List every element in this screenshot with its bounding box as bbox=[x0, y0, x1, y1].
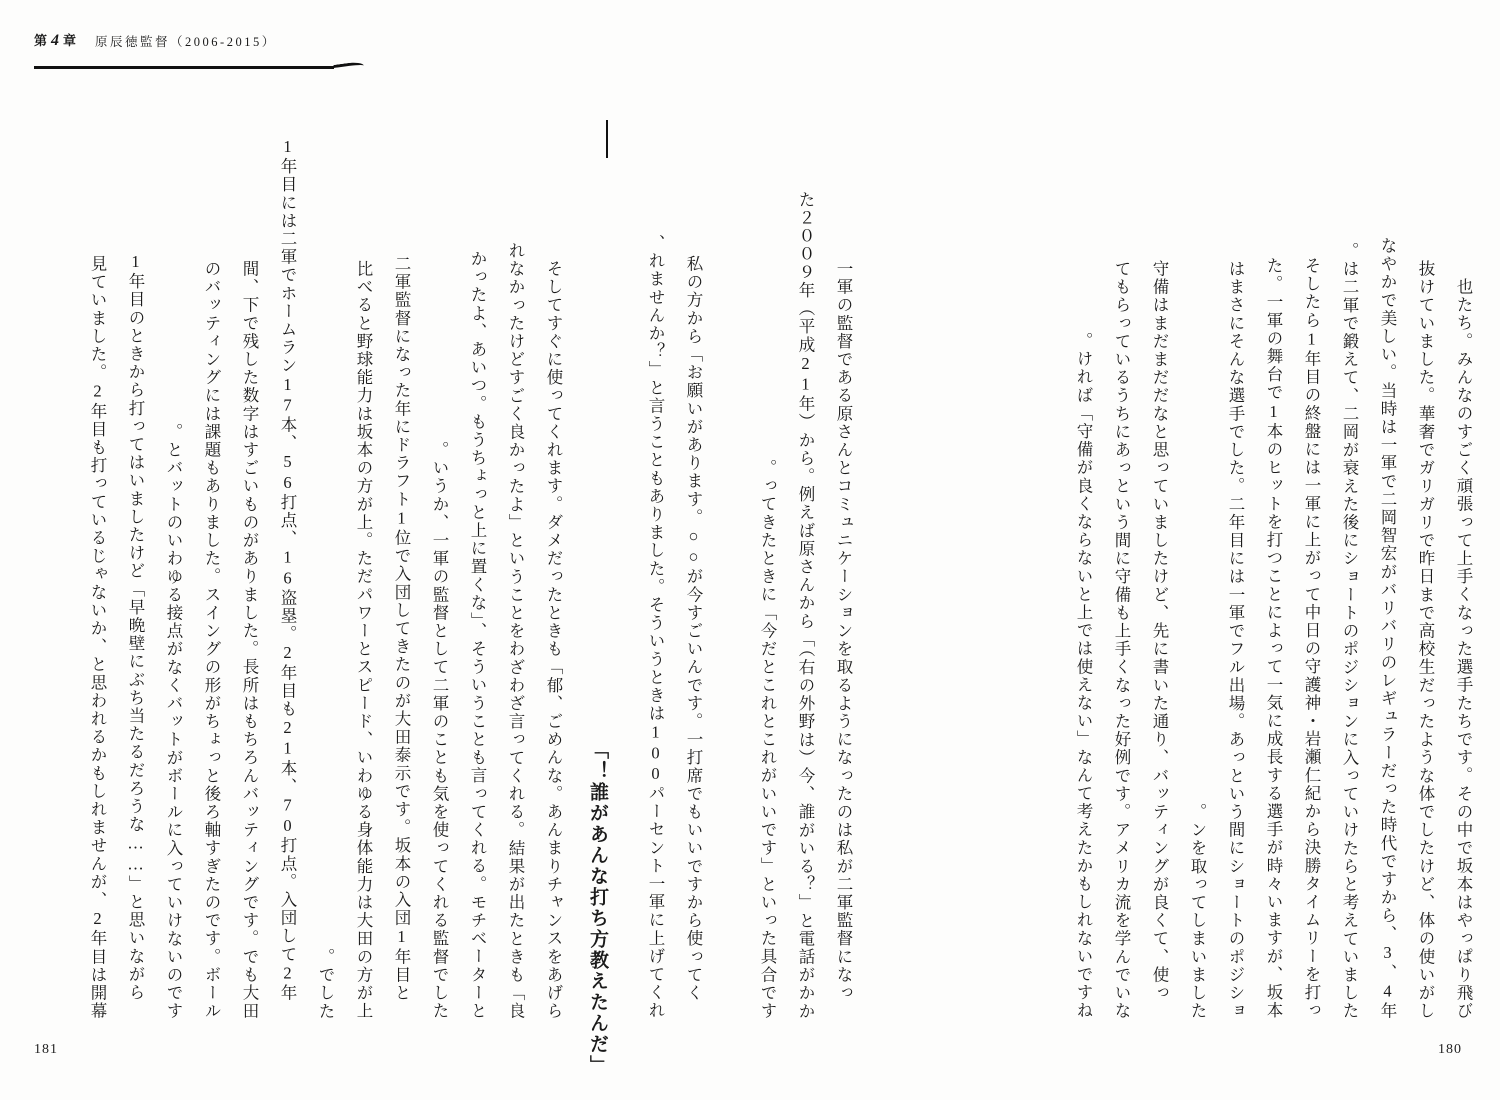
body-column: 見ていました。2年目も打っているじゃないか、と思われるかもしれませんが、2年目は開幕 bbox=[88, 254, 107, 1020]
page-number-right: 180 bbox=[1438, 1042, 1462, 1057]
section-heading-wrap bbox=[582, 120, 612, 1076]
body-column: 1年目のときから打ってはいましたけど「早晩壁にぶち当たるだろうな……」と思いながら bbox=[126, 252, 145, 1020]
body-column: 間、下で残した数字はすごいものがありました。長所はもちろんバッティングです。でも大田 bbox=[240, 259, 259, 1020]
body-column: なやかで美しい。当時は一軍で二岡智宏がバリバリのレギュラーだった時代ですから、3、4年 bbox=[1378, 236, 1397, 1020]
body-column: た２００９年（平成21年）から。例えば原さんから「（右の外野は）今、誰がいる？」と電話がかか bbox=[796, 190, 815, 1020]
body-column: いうか、一軍の監督として二軍のことも気を使ってくれる監督でした。 bbox=[430, 440, 449, 1020]
body-column: のバッティングには課題もありました。スイングの形がちょっと後ろ軸すぎたのです。ボール bbox=[202, 259, 221, 1020]
body-column: 1年目には二軍でホームラン17本、56打点、16盗塁。2年目も21本、70打点。入団して2年 bbox=[278, 136, 297, 1020]
body-column: でした。 bbox=[316, 947, 335, 1020]
body-column: はまさにそんな選手でした。二年目には一軍でフル出場。あっという間にショートのポジショ bbox=[1226, 259, 1245, 1020]
body-column: れなかったけどすごく良かったよ」ということをわざわざ言ってくれる。結果が出たときも「良 bbox=[506, 241, 525, 1020]
running-header bbox=[34, 30, 364, 74]
body-column: 也たち。みんなのすごく頑張って上手くなった選手たちです。その中で坂本はやっぱり飛び bbox=[1454, 277, 1473, 1020]
heading-rule bbox=[606, 120, 609, 158]
body-column: 抜けていました。華奢でガリガリで昨日まで高校生だったような体でしたけど、体の使いがし bbox=[1416, 259, 1435, 1020]
body-column: れませんか？」と言うこともありました。そういうときは100パーセント一軍に上げてくれ、 bbox=[646, 234, 665, 1020]
body-column: かったよ、あいつ。もうちょっと上に置くな」、そういうことも言ってくれる。モチベーターと bbox=[468, 249, 487, 1020]
page-number-left: 181 bbox=[34, 1042, 58, 1057]
body-column: てもらっているうちにあっという間に守備も上手くなった好例です。アメリカ流を学んでいな bbox=[1112, 259, 1131, 1020]
chapter-title: 原辰徳監督（2006-2015） bbox=[95, 35, 277, 49]
body-column: 一軍の監督である原さんとコミュニケーションを取るようになったのは私が二軍監督になっ bbox=[834, 259, 853, 1020]
body-column: そしてすぐに使ってくれます。ダメだったときも「郁、ごめんな。あんまりチャンスをあげら bbox=[544, 259, 563, 1020]
body-column: ければ「守備が良くならないと上では使えない」なんて考えたかもしれないですね。 bbox=[1074, 332, 1093, 1020]
body-column: ンを取ってしまいました。 bbox=[1188, 802, 1207, 1020]
chapter-label: 第 4 章 bbox=[34, 32, 78, 49]
body-column: た。一軍の舞台で1本のヒットを打つことによって一気に成長する選手が時々いますが、坂本 bbox=[1264, 257, 1283, 1020]
body-column: 私の方から「お願いがあります。○○が今すごいんです。一打席でもいいですから使ってく bbox=[684, 254, 703, 1020]
body-column: 二軍監督になった年にドラフト1位で入団してきたのが大田泰示です。坂本の入団1年目と bbox=[392, 254, 411, 1020]
body-column: 比べると野球能力は坂本の方が上。ただパワーとスピード、いわゆる身体能力は大田の方が上 bbox=[354, 259, 373, 1020]
body-column: ってきたときに「今だとこれとこれがいいです」といった具合です。 bbox=[758, 458, 777, 1020]
section-heading: 「誰があんな打ち方教えたんだ！」 bbox=[587, 740, 608, 1076]
body-column: そしたら1年目の終盤には一軍に上がって中日の守護神・岩瀬仁紀から決勝タイムリーを打っ bbox=[1302, 257, 1321, 1020]
body-column: とバットのいわゆる接点がなくバットがボールに入っていけないのです。 bbox=[164, 422, 183, 1020]
body-column: は二軍で鍛えて、二岡が衰えた後にショートのポジションに入っていけたらと考えていました。 bbox=[1340, 241, 1359, 1020]
body-column: 守備はまだまだだなと思っていましたけど、先に書いた通り、バッティングが良くて、使っ bbox=[1150, 259, 1169, 1020]
header-rule bbox=[34, 66, 334, 69]
